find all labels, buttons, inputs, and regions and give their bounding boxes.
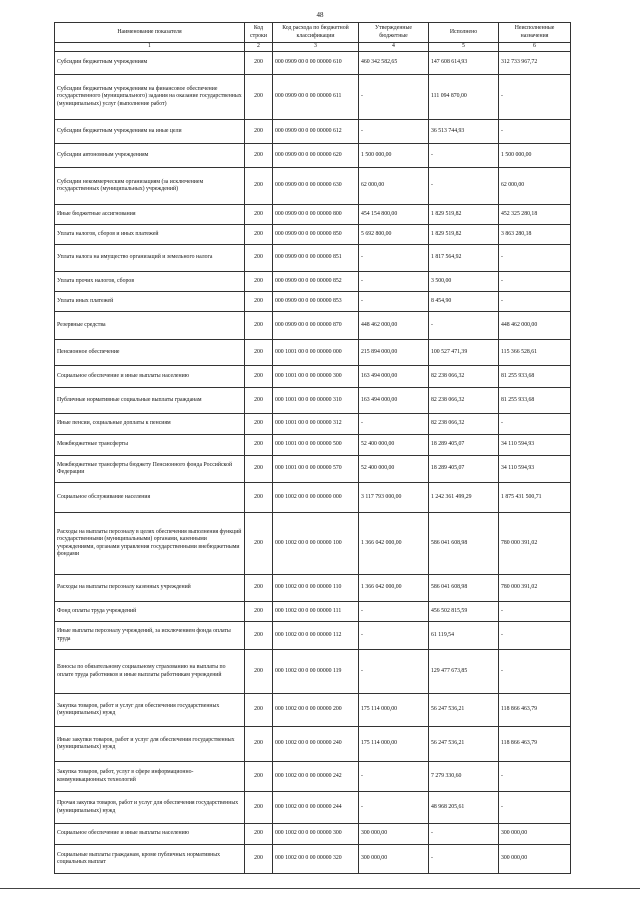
row-approved-amount: 163 494 000,00 <box>359 366 429 388</box>
row-classification-code: 000 1002 00 0 00 00000 320 <box>273 845 359 874</box>
row-classification-code: 000 1002 00 0 00 00000 244 <box>273 792 359 824</box>
row-line-code: 200 <box>245 414 273 435</box>
row-line-code: 200 <box>245 824 273 845</box>
row-classification-code: 000 0909 00 0 00 00000 611 <box>273 75 359 120</box>
table-row <box>55 225 571 245</box>
row-approved-amount: - <box>359 650 429 694</box>
row-executed-amount: 129 477 673,85 <box>429 650 499 694</box>
table-row <box>55 75 571 120</box>
row-indicator-name: Уплата прочих налогов, сборов <box>55 272 245 292</box>
column-index: 5 <box>429 43 499 52</box>
table-row <box>55 340 571 366</box>
row-executed-amount: 36 513 744,93 <box>429 120 499 144</box>
row-approved-amount: - <box>359 75 429 120</box>
row-executed-amount: 61 119,54 <box>429 622 499 650</box>
row-line-code: 200 <box>245 388 273 414</box>
row-approved-amount: 3 117 793 000,00 <box>359 483 429 513</box>
row-indicator-name: Иные выплаты персоналу учреждений, за исключением фонда оплаты труда <box>55 622 245 650</box>
table-row <box>55 312 571 340</box>
table-row <box>55 414 571 435</box>
table-row <box>55 435 571 456</box>
row-line-code: 200 <box>245 602 273 622</box>
header-unexecuted: Неисполненные назначения <box>499 23 571 43</box>
row-indicator-name: Закупка товаров, работ, услуг в сфере информационно-коммуникационных технологий <box>55 762 245 792</box>
row-line-code: 200 <box>245 513 273 575</box>
row-unexecuted-amount: 3 863 280,18 <box>499 225 571 245</box>
table-row <box>55 602 571 622</box>
row-indicator-name: Иные бюджетные ассигнования <box>55 205 245 225</box>
row-executed-amount: 3 500,00 <box>429 272 499 292</box>
row-line-code: 200 <box>245 456 273 483</box>
row-unexecuted-amount: 300 000,00 <box>499 824 571 845</box>
table-row <box>55 622 571 650</box>
row-executed-amount: 147 608 614,93 <box>429 52 499 75</box>
row-classification-code: 000 1002 00 0 00 00000 100 <box>273 513 359 575</box>
row-line-code: 200 <box>245 762 273 792</box>
row-classification-code: 000 0909 00 0 00 00000 851 <box>273 245 359 272</box>
row-executed-amount: 100 527 471,39 <box>429 340 499 366</box>
row-indicator-name: Иные закупки товаров, работ и услуг для обеспечения государственных (муниципальных) нужд <box>55 727 245 762</box>
row-approved-amount: - <box>359 414 429 435</box>
row-unexecuted-amount: 118 866 463,79 <box>499 694 571 727</box>
row-executed-amount: 1 829 519,82 <box>429 205 499 225</box>
row-classification-code: 000 0909 00 0 00 00000 853 <box>273 292 359 312</box>
row-approved-amount: 175 114 000,00 <box>359 694 429 727</box>
row-indicator-name: Субсидии бюджетным учреждениям <box>55 52 245 75</box>
row-unexecuted-amount: - <box>499 120 571 144</box>
row-unexecuted-amount: - <box>499 414 571 435</box>
row-indicator-name: Межбюджетные трансферты бюджету Пенсионного фонда Российской Федерации <box>55 456 245 483</box>
row-unexecuted-amount: - <box>499 75 571 120</box>
row-classification-code: 000 1001 00 0 00 00000 310 <box>273 388 359 414</box>
row-executed-amount: - <box>429 312 499 340</box>
table-row <box>55 762 571 792</box>
table-header-row <box>55 23 571 43</box>
row-approved-amount: 460 342 582,65 <box>359 52 429 75</box>
row-indicator-name: Резервные средства <box>55 312 245 340</box>
row-classification-code: 000 1001 00 0 00 00000 300 <box>273 366 359 388</box>
row-classification-code: 000 1002 00 0 00 00000 119 <box>273 650 359 694</box>
row-classification-code: 000 1002 00 0 00 00000 300 <box>273 824 359 845</box>
row-classification-code: 000 1002 00 0 00 00000 242 <box>273 762 359 792</box>
row-indicator-name: Закупка товаров, работ и услуг для обеспечения государственных (муниципальных) нужд <box>55 694 245 727</box>
row-executed-amount: 82 238 066,32 <box>429 366 499 388</box>
row-approved-amount: - <box>359 622 429 650</box>
row-indicator-name: Социальное обеспечение и иные выплаты населению <box>55 366 245 388</box>
row-line-code: 200 <box>245 245 273 272</box>
row-approved-amount: 300 000,00 <box>359 845 429 874</box>
table-row <box>55 168 571 205</box>
row-executed-amount: 456 502 815,59 <box>429 602 499 622</box>
row-classification-code: 000 0909 00 0 00 00000 610 <box>273 52 359 75</box>
row-approved-amount: - <box>359 292 429 312</box>
row-approved-amount: 175 114 000,00 <box>359 727 429 762</box>
row-approved-amount: - <box>359 602 429 622</box>
row-approved-amount: 454 154 800,00 <box>359 205 429 225</box>
table-row <box>55 144 571 168</box>
table-row <box>55 483 571 513</box>
row-classification-code: 000 0909 00 0 00 00000 620 <box>273 144 359 168</box>
row-indicator-name: Уплата налога на имущество организаций и земельного налога <box>55 245 245 272</box>
row-line-code: 200 <box>245 168 273 205</box>
row-indicator-name: Социальное обеспечение и иные выплаты населению <box>55 824 245 845</box>
table-row <box>55 205 571 225</box>
row-unexecuted-amount: - <box>499 272 571 292</box>
column-index: 1 <box>55 43 245 52</box>
row-executed-amount: 82 238 066,32 <box>429 414 499 435</box>
table-row <box>55 824 571 845</box>
table-row <box>55 845 571 874</box>
row-line-code: 200 <box>245 52 273 75</box>
row-executed-amount: 56 247 536,21 <box>429 694 499 727</box>
row-approved-amount: 1 366 042 000,00 <box>359 513 429 575</box>
row-approved-amount: 1 500 000,00 <box>359 144 429 168</box>
row-executed-amount: 1 829 519,82 <box>429 225 499 245</box>
page-number: 48 <box>316 11 324 19</box>
row-indicator-name: Социальные выплаты гражданам, кроме публичных нормативных социальных выплат <box>55 845 245 874</box>
row-classification-code: 000 0909 00 0 00 00000 630 <box>273 168 359 205</box>
table-row <box>55 727 571 762</box>
row-indicator-name: Иные пенсии, социальные доплаты к пенсиям <box>55 414 245 435</box>
row-executed-amount: 56 247 536,21 <box>429 727 499 762</box>
column-index: 6 <box>499 43 571 52</box>
row-indicator-name: Субсидии бюджетным учреждениям на иные цели <box>55 120 245 144</box>
column-index: 2 <box>245 43 273 52</box>
row-executed-amount: 1 817 564,92 <box>429 245 499 272</box>
row-indicator-name: Пенсионное обеспечение <box>55 340 245 366</box>
row-unexecuted-amount: - <box>499 792 571 824</box>
table-row <box>55 388 571 414</box>
row-executed-amount: - <box>429 168 499 205</box>
budget-execution-table <box>54 22 571 874</box>
row-classification-code: 000 1001 00 0 00 00000 312 <box>273 414 359 435</box>
table-row <box>55 575 571 602</box>
row-executed-amount: 8 454,90 <box>429 292 499 312</box>
row-executed-amount: 1 242 361 499,29 <box>429 483 499 513</box>
table-row <box>55 694 571 727</box>
row-line-code: 200 <box>245 435 273 456</box>
row-unexecuted-amount: 81 255 933,68 <box>499 388 571 414</box>
row-unexecuted-amount: 780 000 391,02 <box>499 513 571 575</box>
row-line-code: 200 <box>245 622 273 650</box>
row-approved-amount: 448 462 000,00 <box>359 312 429 340</box>
row-indicator-name: Расходы на выплаты персоналу в целях обеспечения выполнения функций государственными (муниципальными) органами, казенными учреждениями, органами управления государственными внебюджетными фондами <box>55 513 245 575</box>
row-line-code: 200 <box>245 650 273 694</box>
row-classification-code: 000 1001 00 0 00 00000 570 <box>273 456 359 483</box>
row-line-code: 200 <box>245 792 273 824</box>
header-line-code: Код строки <box>245 23 273 43</box>
row-indicator-name: Фонд оплаты труда учреждений <box>55 602 245 622</box>
row-approved-amount: - <box>359 120 429 144</box>
row-unexecuted-amount: - <box>499 622 571 650</box>
row-executed-amount: - <box>429 824 499 845</box>
row-approved-amount: 62 000,00 <box>359 168 429 205</box>
row-indicator-name: Прочая закупка товаров, работ и услуг для обеспечения государственных (муниципальных) нужд <box>55 792 245 824</box>
row-line-code: 200 <box>245 340 273 366</box>
header-executed: Исполнено <box>429 23 499 43</box>
table-row <box>55 792 571 824</box>
row-classification-code: 000 1002 00 0 00 00000 000 <box>273 483 359 513</box>
row-unexecuted-amount: 312 733 967,72 <box>499 52 571 75</box>
row-classification-code: 000 1002 00 0 00 00000 240 <box>273 727 359 762</box>
row-indicator-name: Социальное обслуживание населения <box>55 483 245 513</box>
row-indicator-name: Субсидии бюджетным учреждениям на финансовое обеспечение государственного (муниципального) задания на оказание государственных (муниципальных) услуг (выполнение работ) <box>55 75 245 120</box>
column-index: 3 <box>273 43 359 52</box>
row-line-code: 200 <box>245 694 273 727</box>
row-classification-code: 000 0909 00 0 00 00000 612 <box>273 120 359 144</box>
row-approved-amount: 163 494 000,00 <box>359 388 429 414</box>
row-executed-amount: 48 968 205,61 <box>429 792 499 824</box>
row-unexecuted-amount: - <box>499 650 571 694</box>
table-column-index-row <box>55 43 571 52</box>
table-row <box>55 366 571 388</box>
row-line-code: 200 <box>245 312 273 340</box>
row-indicator-name: Взносы по обязательному социальному страхованию на выплаты по оплате труда работников и иные выплаты работникам учреждений <box>55 650 245 694</box>
row-indicator-name: Уплата налогов, сборов и иных платежей <box>55 225 245 245</box>
row-executed-amount: 586 041 608,98 <box>429 513 499 575</box>
row-indicator-name: Межбюджетные трансферты <box>55 435 245 456</box>
row-approved-amount: - <box>359 272 429 292</box>
row-approved-amount: - <box>359 792 429 824</box>
row-line-code: 200 <box>245 366 273 388</box>
row-classification-code: 000 1001 00 0 00 00000 000 <box>273 340 359 366</box>
table-row <box>55 650 571 694</box>
row-unexecuted-amount: 300 000,00 <box>499 845 571 874</box>
row-indicator-name: Расходы на выплаты персоналу казенных учреждений <box>55 575 245 602</box>
row-unexecuted-amount: 452 325 280,18 <box>499 205 571 225</box>
row-unexecuted-amount: 118 866 463,79 <box>499 727 571 762</box>
row-executed-amount: - <box>429 845 499 874</box>
row-line-code: 200 <box>245 205 273 225</box>
row-approved-amount: - <box>359 762 429 792</box>
table-row <box>55 456 571 483</box>
row-approved-amount: 52 400 000,00 <box>359 435 429 456</box>
table-row <box>55 120 571 144</box>
row-line-code: 200 <box>245 75 273 120</box>
row-approved-amount: 1 366 042 000,00 <box>359 575 429 602</box>
row-approved-amount: 5 692 800,00 <box>359 225 429 245</box>
row-classification-code: 000 1002 00 0 00 00000 200 <box>273 694 359 727</box>
row-unexecuted-amount: 1 500 000,00 <box>499 144 571 168</box>
row-executed-amount: 111 094 870,00 <box>429 75 499 120</box>
row-classification-code: 000 0909 00 0 00 00000 850 <box>273 225 359 245</box>
table-row <box>55 292 571 312</box>
table-row <box>55 513 571 575</box>
row-unexecuted-amount: 34 110 594,93 <box>499 456 571 483</box>
row-classification-code: 000 1002 00 0 00 00000 110 <box>273 575 359 602</box>
row-approved-amount: 300 000,00 <box>359 824 429 845</box>
row-unexecuted-amount: - <box>499 245 571 272</box>
row-indicator-name: Публичные нормативные социальные выплаты гражданам <box>55 388 245 414</box>
row-line-code: 200 <box>245 845 273 874</box>
row-line-code: 200 <box>245 144 273 168</box>
row-unexecuted-amount: 448 462 000,00 <box>499 312 571 340</box>
row-unexecuted-amount: - <box>499 292 571 312</box>
row-executed-amount: 586 041 608,98 <box>429 575 499 602</box>
row-indicator-name: Уплата иных платежей <box>55 292 245 312</box>
row-line-code: 200 <box>245 120 273 144</box>
row-approved-amount: - <box>359 245 429 272</box>
header-budget-classification-code: Код расхода по бюджетной классификации <box>273 23 359 43</box>
row-classification-code: 000 1001 00 0 00 00000 500 <box>273 435 359 456</box>
table-row <box>55 272 571 292</box>
row-indicator-name: Субсидии автономным учреждениям <box>55 144 245 168</box>
header-indicator-name: Наименование показателя <box>55 23 245 43</box>
row-executed-amount: 7 279 330,60 <box>429 762 499 792</box>
row-unexecuted-amount: - <box>499 762 571 792</box>
row-approved-amount: 215 894 000,00 <box>359 340 429 366</box>
row-executed-amount: - <box>429 144 499 168</box>
row-unexecuted-amount: 115 366 528,61 <box>499 340 571 366</box>
row-unexecuted-amount: 81 255 933,68 <box>499 366 571 388</box>
row-line-code: 200 <box>245 272 273 292</box>
row-approved-amount: 52 400 000,00 <box>359 456 429 483</box>
row-classification-code: 000 0909 00 0 00 00000 852 <box>273 272 359 292</box>
row-unexecuted-amount: 62 000,00 <box>499 168 571 205</box>
header-approved: Утвержденные бюджетные <box>359 23 429 43</box>
row-line-code: 200 <box>245 575 273 602</box>
row-executed-amount: 18 289 405,07 <box>429 435 499 456</box>
row-classification-code: 000 0909 00 0 00 00000 800 <box>273 205 359 225</box>
row-classification-code: 000 1002 00 0 00 00000 112 <box>273 622 359 650</box>
row-line-code: 200 <box>245 225 273 245</box>
row-unexecuted-amount: - <box>499 602 571 622</box>
row-classification-code: 000 1002 00 0 00 00000 111 <box>273 602 359 622</box>
row-executed-amount: 18 289 405,07 <box>429 456 499 483</box>
row-indicator-name: Субсидии некоммерческим организациям (за исключением государственных (муниципальных) учреждений) <box>55 168 245 205</box>
row-unexecuted-amount: 780 000 391,02 <box>499 575 571 602</box>
row-executed-amount: 82 238 066,32 <box>429 388 499 414</box>
row-unexecuted-amount: 34 110 594,93 <box>499 435 571 456</box>
column-index: 4 <box>359 43 429 52</box>
row-unexecuted-amount: 1 875 431 500,71 <box>499 483 571 513</box>
table-row <box>55 245 571 272</box>
page-bottom-rule <box>0 888 640 889</box>
table-row <box>55 52 571 75</box>
row-line-code: 200 <box>245 727 273 762</box>
row-classification-code: 000 0909 00 0 00 00000 870 <box>273 312 359 340</box>
row-line-code: 200 <box>245 292 273 312</box>
row-line-code: 200 <box>245 483 273 513</box>
